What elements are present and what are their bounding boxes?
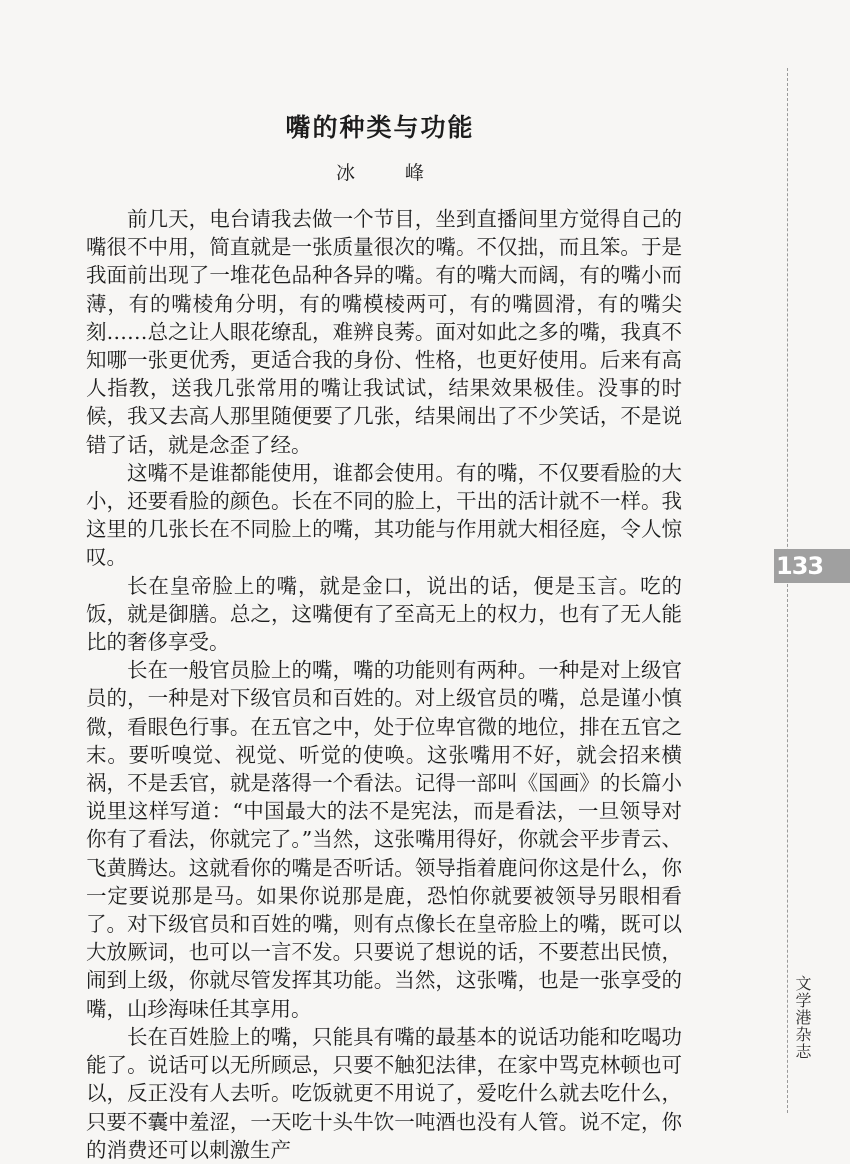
paragraph: 长在百姓脸上的嘴，只能具有嘴的最基本的说话功能和吃喝功能了。说话可以无所顾忌，只要不触犯法律，在家中骂克林顿也可以，反正没有人去听。吃饭就更不用说了，爱吃什么就去吃什么，只要不囊中羞涩，一天吃十头牛饮一吨酒也没有人管。说不定，你的消费还可以刺激生产 xyxy=(86,1024,682,1162)
article-title: 嘴的种类与功能 xyxy=(285,113,475,142)
margin-divider xyxy=(787,68,788,1113)
paragraph: 前几天，电台请我去做一个节目，坐到直播间里方觉得自己的嘴很不中用，简直就是一张质量很次的嘴。不仅拙，而且笨。于是我面前出现了一堆花色品种各异的嘴。有的嘴大而阔，有的嘴小而薄，有的嘴棱角分明，有的嘴模棱两可，有的嘴圆滑，有的嘴尖刻……总之让人眼花缭乱，难辨良莠。面对如此之多的嘴，我真不知哪一张更优秀，更适合我的身份、性格，也更好使用。后来有高人指教，送我几张常用的嘴让我试试，结果效果极佳。没事的时候，我又去高人那里随便要了几张，结果闹出了不少笑话，不是说错了话，就是念歪了经。 xyxy=(86,207,682,457)
paragraph: 这嘴不是谁都能使用，谁都会使用。有的嘴，不仅要看脸的大小，还要看脸的颜色。长在不同的脸上，干出的活计就不一样。我这里的几张长在不同脸上的嘴，其功能与作用就大相径庭，令人惊叹。 xyxy=(86,460,682,570)
paragraph: 长在皇帝脸上的嘴，就是金口，说出的话，便是玉言。吃的饭，就是御膳。总之，这嘴便有了至高无上的权力，也有了无人能比的奢侈享受。 xyxy=(86,573,682,655)
magazine-name: 文学港杂志 xyxy=(793,975,812,1060)
paragraph: 长在一般官员脸上的嘴，嘴的功能则有两种。一种是对上级官员的，一种是对下级官员和百姓的。对上级官员的嘴，总是谨小慎微，看眼色行事。在五官之中，处于位卑官微的地位，排在五官之末。要听嗅觉、视觉、听觉的使唤。这张嘴用不好，就会招来横祸，不是丢官，就是落得一个看法。记得一部叫《国画》的长篇小说里这样写道：“中国最大的法不是宪法，而是看法，一旦领导对你有了看法，你就完了。”当然，这张嘴用得好，你就会平步青云、飞黄腾达。这就看你的嘴是否听话。领导指着鹿问你这是什么，你一定要说那是马。如果你说那是鹿，恐怕你就要被领导另眼相看了。对下级官员和百姓的嘴，则有点像长在皇帝脸上的嘴，既可以大放厥词，也可以一言不发。只要说了想说的话，不要惹出民愤，闹到上级，你就尽管发挥其功能。当然，这张嘴，也是一张享受的嘴，山珍海味任其享用。 xyxy=(86,658,682,1021)
article-author: 冰 峰 xyxy=(335,162,447,184)
page-number: 133 xyxy=(776,552,824,580)
article-body xyxy=(86,205,682,1164)
